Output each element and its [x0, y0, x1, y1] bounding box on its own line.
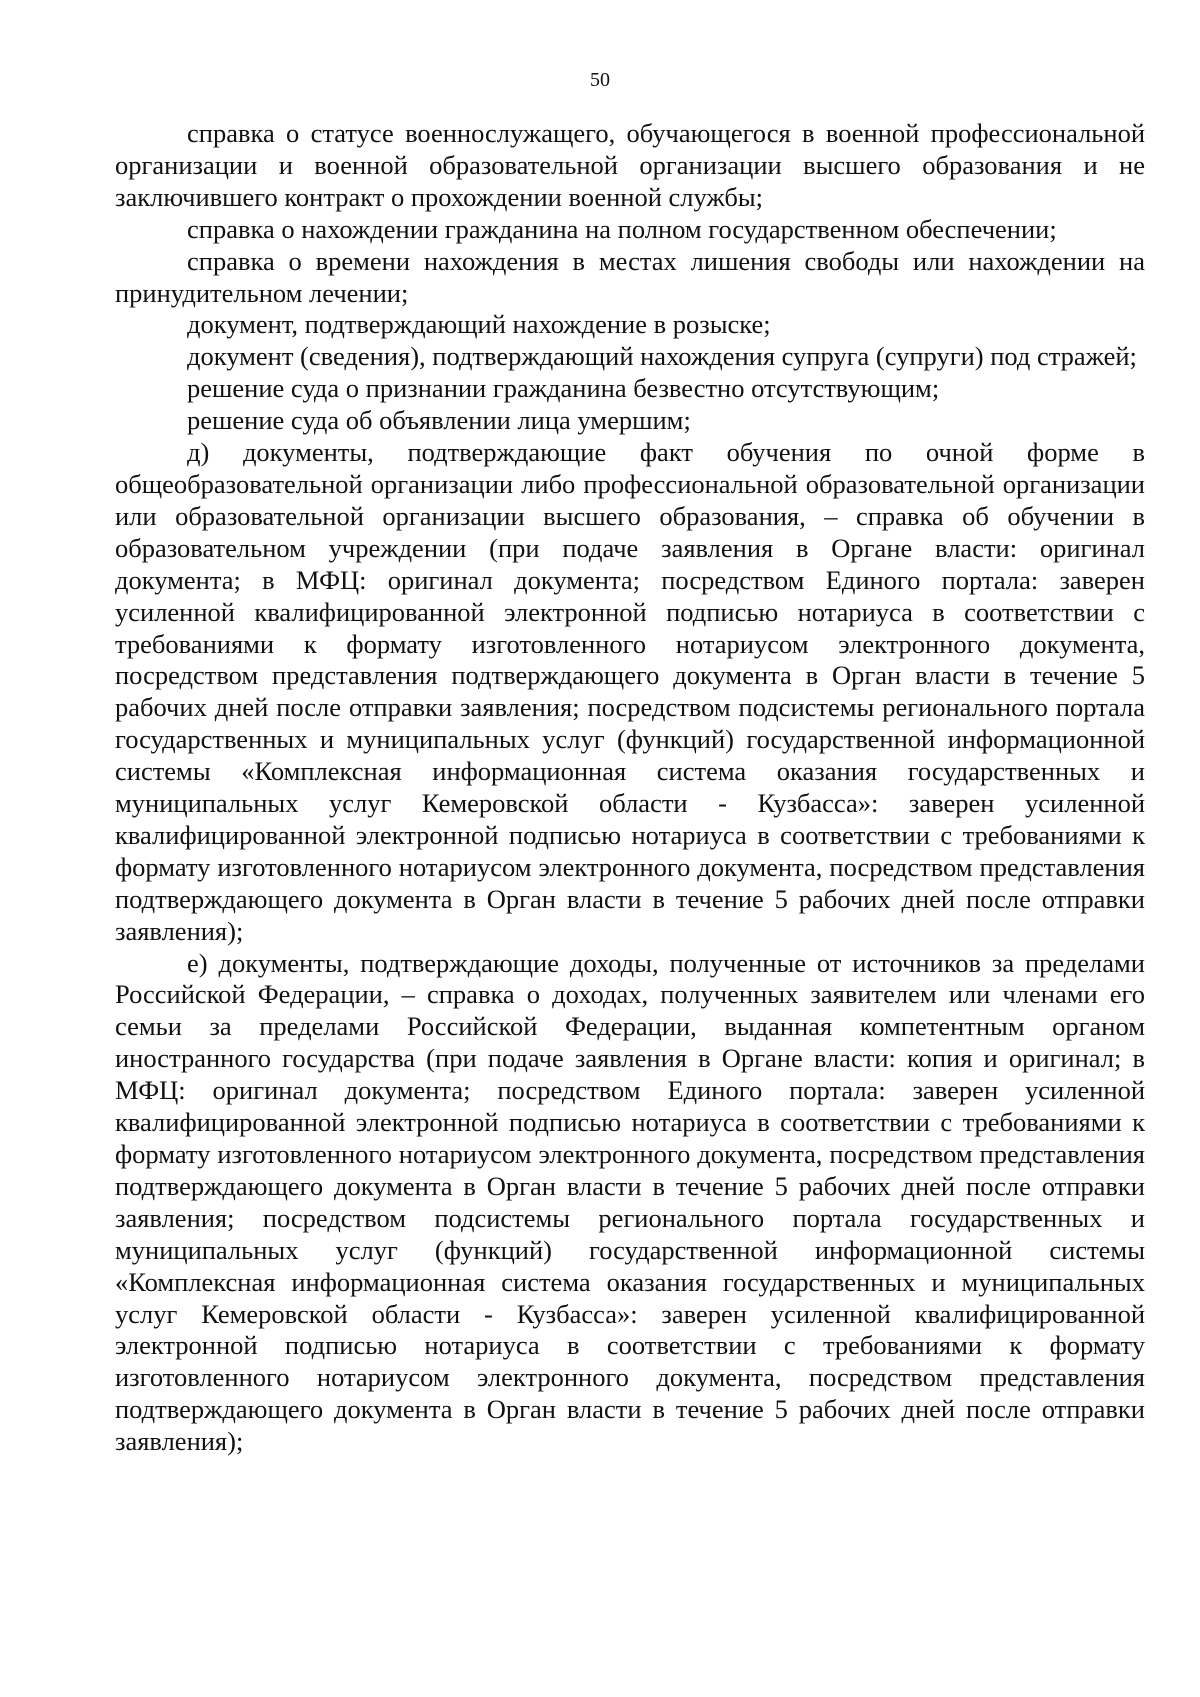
paragraph-wanted-document: документ, подтверждающий нахождение в розыске;	[187, 309, 771, 340]
paragraph-military-student-certificate: справка о статусе военнослужащего, обучающегося в военной профессиональной организации и военной образовательной организации высшего образования и не заключившего контракт о прохождении военной службы;	[115, 118, 1145, 212]
paragraph-state-support-certificate: справка о нахождении гражданина на полном государственном обеспечении;	[187, 213, 1057, 244]
paragraph-deceased-ruling: решение суда об объявлении лица умершим;	[187, 405, 691, 436]
paragraph-item-e-foreign-income: е) документы, подтверждающие доходы, полученные от источников за пределами Российской Федерации, – справка о доходах, полученных заявителем или членами его семьи за пределами Российской Федерации, выданная компетентным органом иностранного государства (при подаче заявления в Органе власти: копия и оригинал; в МФЦ: оригинал документа; посредством Единого портала: заверен усиленной квалифицированной электронной подписью нотариуса в соответствии с требованиями к формату изготовленного нотариусом электронного документа, посредством представления подтверждающего документа в Орган власти в течение 5 рабочих дней после отправки заявления; посредством подсистемы регионального портала государственных и муниципальных услуг (функций) государственной информационной системы «Комплексная информационная система оказания государственных и муниципальных услуг Кемеровской области - Кузбасса»: заверен усиленной квалифицированной электронной подписью нотариуса в соответствии с требованиями к формату изготовленного нотариусом электронного документа, посредством представления подтверждающего документа в Орган власти в течение 5 рабочих дней после отправки заявления);	[115, 947, 1145, 1457]
paragraph-detention-certificate: справка о времени нахождения в местах лишения свободы или нахождении на принудительном лечении;	[115, 245, 1145, 308]
paragraph-spouse-custody-document: документ (сведения), подтверждающий нахождения супруга (супруги) под стражей;	[187, 341, 1137, 372]
page-number: 50	[590, 69, 610, 91]
paragraph-missing-person-ruling: решение суда о признании гражданина безвестно отсутствующим;	[187, 373, 940, 404]
paragraph-item-d-education: д) документы, подтверждающие факт обучения по очной форме в общеобразовательной организации либо профессиональной образовательной организации или образовательной организации высшего образования, – справка об обучении в образовательном учреждении (при подаче заявления в Органе власти: оригинал документа; в МФЦ: оригинал документа; посредством Единого портала: заверен усиленной квалифицированной электронной подписью нотариуса в соответствии с требованиями к формату изготовленного нотариусом электронного документа, посредством представления подтверждающего документа в Орган власти в течение 5 рабочих дней после отправки заявления; посредством подсистемы регионального портала государственных и муниципальных услуг (функций) государственной информационной системы «Комплексная информационная система оказания государственных и муниципальных услуг Кемеровской области - Кузбасса»: заверен усиленной квалифицированной электронной подписью нотариуса в соответствии с требованиями к формату изготовленного нотариусом электронного документа, посредством представления подтверждающего документа в Орган власти в течение 5 рабочих дней после отправки заявления);	[115, 437, 1145, 946]
document-body	[115, 118, 1145, 1458]
